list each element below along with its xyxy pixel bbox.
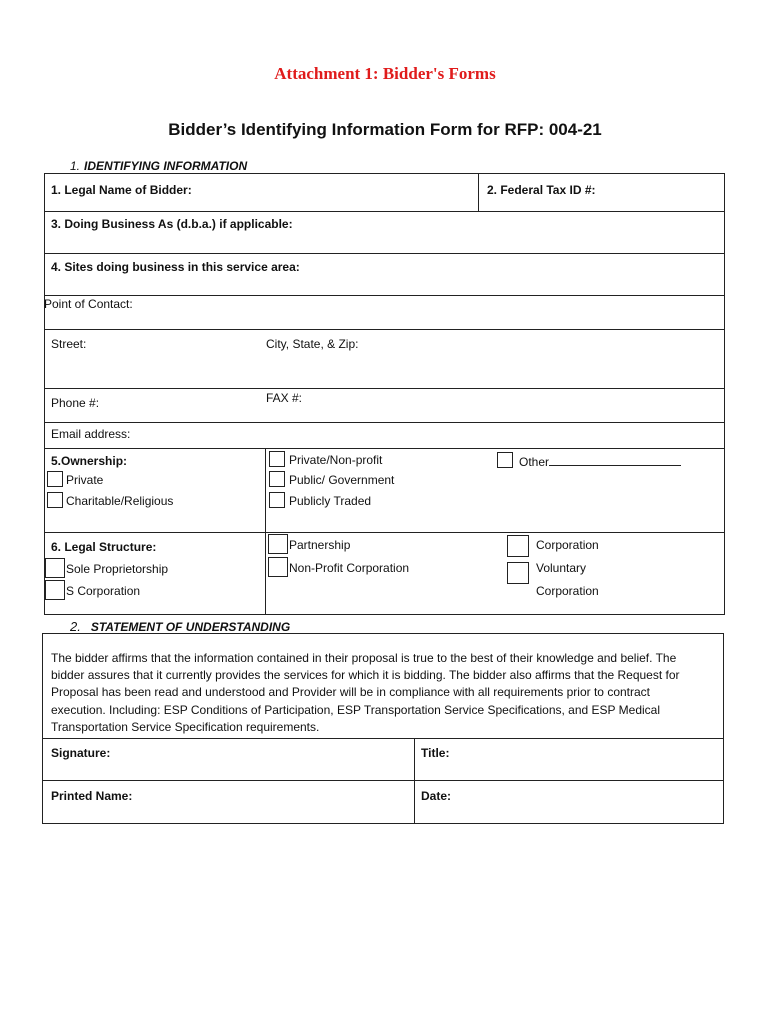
ownership-publicly-traded-checkbox[interactable] — [269, 492, 285, 508]
ownership-private-label: Private — [66, 473, 104, 487]
section1-number: 1. — [70, 159, 81, 173]
legal-voluntary-corporation-checkbox[interactable] — [507, 562, 529, 584]
legal-voluntary-corporation-label: Corporation — [536, 584, 599, 598]
ownership-other-label — [519, 455, 681, 469]
legal-nonprofit-corporation-label: Non-Profit Corporation — [289, 561, 410, 575]
form-title: Bidder’s Identifying Information Form for RFP: 004-21 — [168, 120, 602, 139]
section2-heading — [70, 619, 290, 634]
section1-heading — [70, 159, 247, 173]
fax-label: FAX #: — [266, 391, 303, 405]
ownership-other-text: Other — [519, 455, 550, 469]
section2-number: 2. — [70, 619, 81, 634]
ownership-other-input[interactable] — [549, 455, 681, 466]
legal-voluntary-label: Voluntary — [536, 561, 587, 575]
street-label: Street: — [51, 337, 87, 351]
statement-paragraph: The bidder affirms that the information contained in their proposal is true to the best of their knowledge and belief. The bidder assures that it currently provides the services for which it is bidding. The bidder also affirms that the Request for Proposal has been read and understood and Provider will be in compliance with all requirements prior to contract execution. Including: ESP Conditions of Participation, ESP Transportation Service Specifications, and ESP Medical Transportation Service Specification requirements. — [51, 651, 680, 734]
legal-nonprofit-corporation-checkbox[interactable] — [268, 557, 288, 577]
ownership-private-nonprofit-label: Private/Non-profit — [289, 453, 383, 467]
ownership-publicly-traded-label: Publicly Traded — [289, 494, 372, 508]
legal-s-corporation-label: S Corporation — [66, 584, 141, 598]
printed-name-label: Printed Name: — [51, 789, 133, 803]
ownership-public-government-label: Public/ Government — [289, 473, 395, 487]
legal-partnership-label: Partnership — [289, 538, 351, 552]
signature-label: Signature: — [51, 746, 111, 760]
section1-title: IDENTIFYING INFORMATION — [84, 159, 248, 173]
city-state-zip-label: City, State, & Zip: — [266, 337, 359, 351]
ownership-other-checkbox[interactable] — [497, 452, 513, 468]
legal-name-label: 1. Legal Name of Bidder: — [51, 183, 192, 197]
section2-title: STATEMENT OF UNDERSTANDING — [90, 620, 291, 634]
ownership-label: 5.Ownership: — [51, 454, 128, 468]
attachment-title: Attachment 1: Bidder's Forms — [274, 64, 496, 83]
ownership-charitable-label: Charitable/Religious — [66, 494, 174, 508]
date-label: Date: — [421, 789, 452, 803]
email-label: Email address: — [51, 427, 131, 441]
legal-structure-label: 6. Legal Structure: — [51, 540, 157, 554]
legal-s-corporation-checkbox[interactable] — [45, 580, 65, 600]
legal-partnership-checkbox[interactable] — [268, 534, 288, 554]
ownership-private-nonprofit-checkbox[interactable] — [269, 451, 285, 467]
ownership-private-checkbox[interactable] — [47, 471, 63, 487]
federal-tax-id-label: 2. Federal Tax ID #: — [487, 183, 596, 197]
sites-label: 4. Sites doing business in this service area: — [51, 260, 300, 274]
legal-sole-proprietorship-label: Sole Proprietorship — [66, 562, 169, 576]
ownership-public-government-checkbox[interactable] — [269, 471, 285, 487]
point-of-contact-label: Point of Contact: — [44, 297, 133, 311]
dba-label: 3. Doing Business As (d.b.a.) if applicable: — [51, 217, 293, 231]
ownership-charitable-checkbox[interactable] — [47, 492, 63, 508]
legal-corporation-label: Corporation — [536, 538, 599, 552]
legal-corporation-checkbox[interactable] — [507, 535, 529, 557]
phone-label: Phone #: — [51, 396, 100, 410]
legal-sole-proprietorship-checkbox[interactable] — [45, 558, 65, 578]
title-label: Title: — [421, 746, 450, 760]
